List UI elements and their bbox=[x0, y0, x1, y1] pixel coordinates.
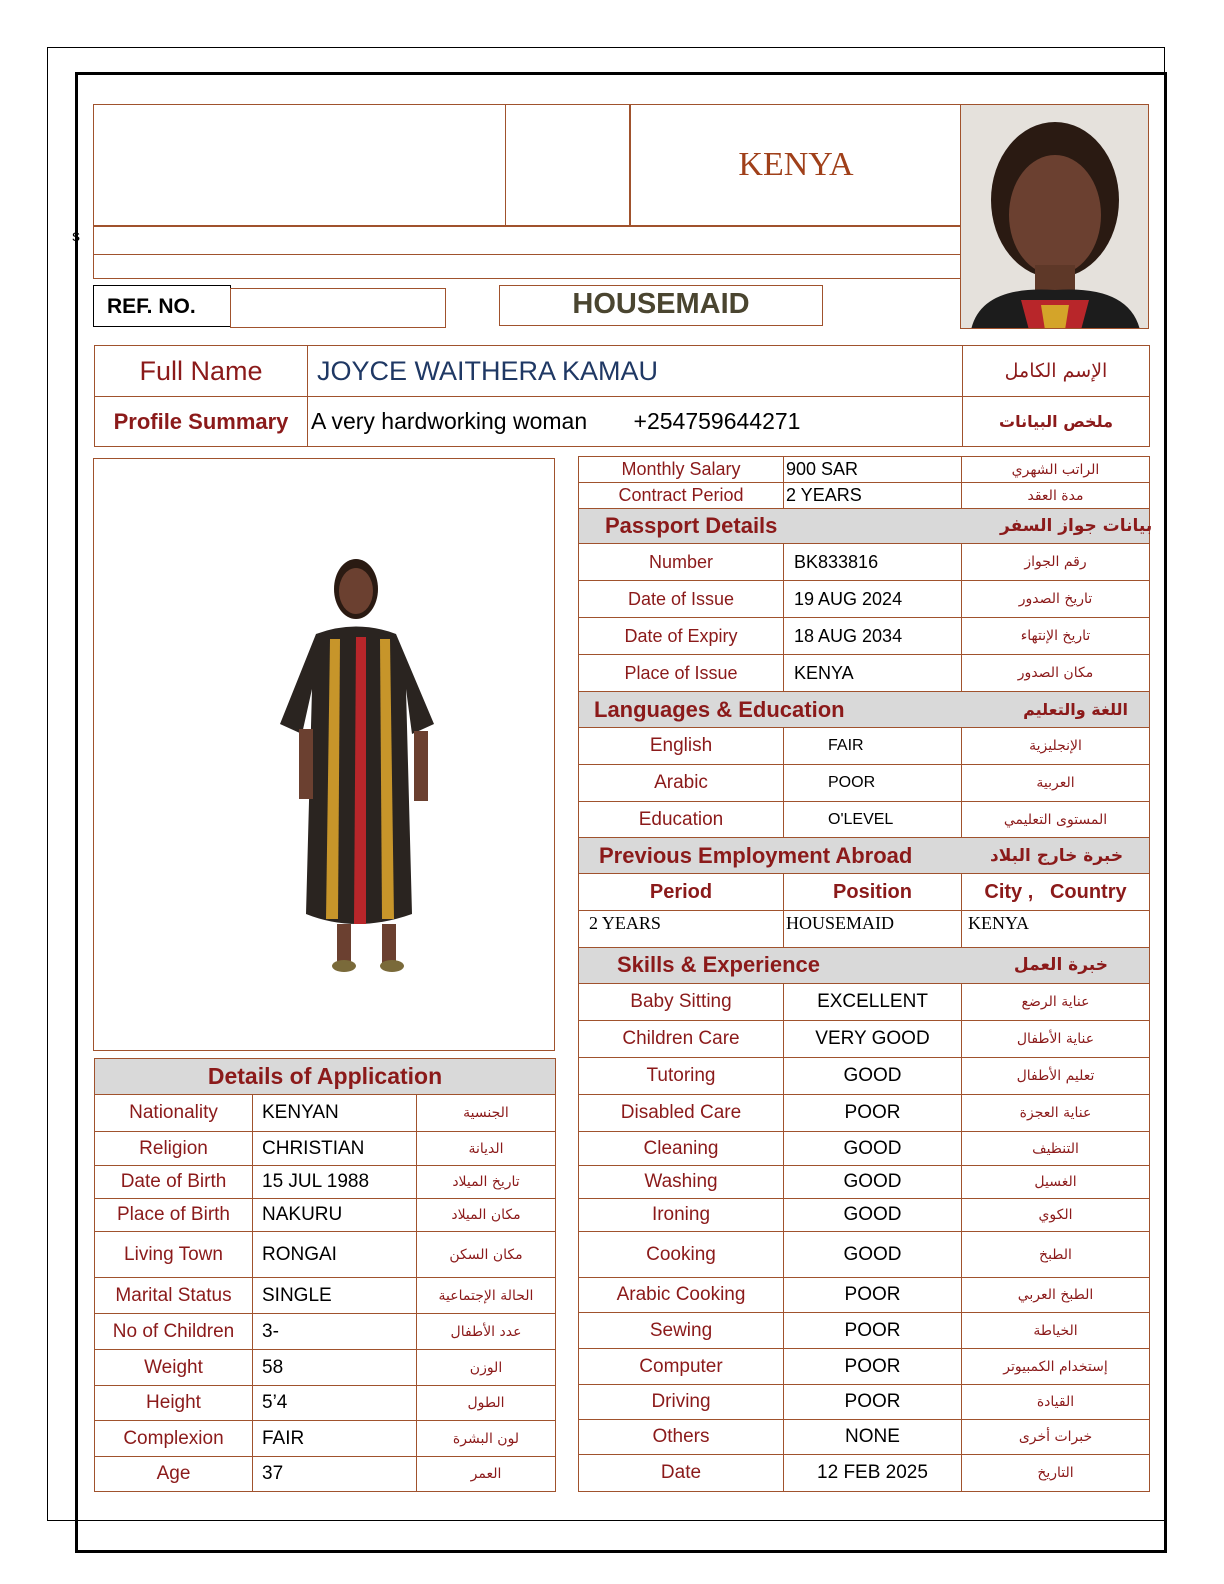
skill-row bbox=[579, 1349, 1150, 1385]
skill-row-label: Disabled Care bbox=[579, 1095, 784, 1132]
language-row bbox=[579, 765, 1150, 802]
ref-label: REF. NO. bbox=[107, 295, 196, 318]
languages-title: Languages & Education bbox=[594, 697, 845, 722]
skill-row-label: Driving bbox=[579, 1385, 784, 1420]
skill-row-ar: التاريخ bbox=[962, 1455, 1150, 1492]
employment-country: KENYA bbox=[962, 911, 1150, 948]
application-row bbox=[95, 1278, 556, 1314]
application-row-ar: لون البشرة bbox=[417, 1421, 556, 1457]
language-row-value: POOR bbox=[784, 765, 962, 802]
employment-period: 2 YEARS bbox=[579, 911, 784, 948]
salary-row-ar: مدة العقد bbox=[962, 483, 1150, 509]
application-row-ar: تاريخ الميلاد bbox=[417, 1166, 556, 1199]
col-period: Period bbox=[579, 874, 784, 911]
language-row-ar: الإنجليزية bbox=[962, 728, 1150, 765]
application-row-value: 37 bbox=[253, 1457, 417, 1492]
skill-row-label: Others bbox=[579, 1420, 784, 1455]
application-row-label: Place of Birth bbox=[95, 1199, 253, 1232]
skill-row-label: Cooking bbox=[579, 1232, 784, 1278]
skill-row bbox=[579, 1058, 1150, 1095]
skill-row-label: Baby Sitting bbox=[579, 984, 784, 1021]
skills-title: Skills & Experience bbox=[617, 952, 820, 977]
languages-title-ar: اللغة والتعليم bbox=[1023, 700, 1128, 719]
skill-row-label: Arabic Cooking bbox=[579, 1278, 784, 1313]
skill-row-value: POOR bbox=[784, 1278, 962, 1313]
passport-row-ar: تاريخ الإنتهاء bbox=[962, 618, 1150, 655]
summary-label: Profile Summary bbox=[95, 397, 308, 447]
passport-row-ar: رقم الجواز bbox=[962, 544, 1150, 581]
skill-row-ar: التنظيف bbox=[962, 1132, 1150, 1166]
passport-row-value: BK833816 bbox=[784, 544, 962, 581]
skill-row-label: Washing bbox=[579, 1166, 784, 1199]
skill-row-label: Date bbox=[579, 1455, 784, 1492]
skill-row bbox=[579, 1455, 1150, 1492]
skill-row bbox=[579, 1199, 1150, 1232]
skill-row-ar: عناية الرضع bbox=[962, 984, 1150, 1021]
skill-row-value: GOOD bbox=[784, 1232, 962, 1278]
language-row-label: Education bbox=[579, 802, 784, 839]
full-name-label: Full Name bbox=[95, 346, 308, 397]
skill-row-ar: إستخدام الكمبيوتر bbox=[962, 1349, 1150, 1385]
salary-row-value: 900 SAR bbox=[784, 457, 962, 483]
language-row-value: FAIR bbox=[784, 728, 962, 765]
language-row-label: Arabic bbox=[579, 765, 784, 802]
languages-table bbox=[578, 727, 1150, 839]
salary-row-label: Contract Period bbox=[579, 483, 784, 509]
skill-row-value: GOOD bbox=[784, 1199, 962, 1232]
ref-value-field[interactable] bbox=[230, 288, 446, 328]
passport-row-label: Number bbox=[579, 544, 784, 581]
header-box-mid bbox=[505, 104, 630, 226]
skill-row-label: Cleaning bbox=[579, 1132, 784, 1166]
application-row-value: 3- bbox=[253, 1314, 417, 1350]
application-row bbox=[95, 1132, 556, 1166]
skill-row-value: NONE bbox=[784, 1420, 962, 1455]
application-row-label: Living Town bbox=[95, 1232, 253, 1278]
application-row-label: Height bbox=[95, 1386, 253, 1421]
application-row bbox=[95, 1199, 556, 1232]
skill-row-ar: الطبخ العربي bbox=[962, 1278, 1150, 1313]
application-row-value: KENYAN bbox=[253, 1095, 417, 1132]
application-table bbox=[94, 1094, 556, 1492]
skill-row-ar: الغسيل bbox=[962, 1166, 1150, 1199]
portrait-photo bbox=[960, 104, 1149, 329]
profile-table bbox=[94, 345, 1150, 447]
application-row-label: No of Children bbox=[95, 1314, 253, 1350]
application-row-label: Marital Status bbox=[95, 1278, 253, 1314]
passport-row-label: Date of Expiry bbox=[579, 618, 784, 655]
passport-title-ar: بيانات جواز السفر bbox=[1000, 516, 1153, 536]
salary-row-ar: الراتب الشهري bbox=[962, 457, 1150, 483]
application-row-value: 15 JUL 1988 bbox=[253, 1166, 417, 1199]
employment-title: Previous Employment Abroad bbox=[599, 843, 913, 868]
passport-row-value: 18 AUG 2034 bbox=[784, 618, 962, 655]
skill-row bbox=[579, 1095, 1150, 1132]
application-row-label: Age bbox=[95, 1457, 253, 1492]
application-title: Details of Application bbox=[207, 1063, 443, 1089]
skill-row-value: 12 FEB 2025 bbox=[784, 1455, 962, 1492]
skill-row-label: Sewing bbox=[579, 1313, 784, 1349]
job-title: HOUSEMAID bbox=[572, 288, 750, 320]
header-strip-1 bbox=[93, 226, 962, 255]
language-row bbox=[579, 728, 1150, 765]
application-row-ar: الحالة الإجتماعية bbox=[417, 1278, 556, 1314]
application-row-ar: مكان الميلاد bbox=[417, 1199, 556, 1232]
skill-row-ar: عناية العجزة bbox=[962, 1095, 1150, 1132]
country-title: KENYA bbox=[738, 146, 854, 183]
application-row-label: Nationality bbox=[95, 1095, 253, 1132]
full-name-value: JOYCE WAITHERA KAMAU bbox=[308, 346, 963, 397]
language-row bbox=[579, 802, 1150, 839]
application-row bbox=[95, 1386, 556, 1421]
application-row bbox=[95, 1095, 556, 1132]
employment-table bbox=[578, 873, 1150, 948]
skill-row-label: Ironing bbox=[579, 1199, 784, 1232]
skill-row bbox=[579, 1278, 1150, 1313]
passport-row-value: KENYA bbox=[784, 655, 962, 692]
skill-row bbox=[579, 1385, 1150, 1420]
full-name-ar: الإسم الكامل bbox=[963, 346, 1150, 397]
skill-row bbox=[579, 1132, 1150, 1166]
salary-row-label: Monthly Salary bbox=[579, 457, 784, 483]
application-row-value: FAIR bbox=[253, 1421, 417, 1457]
application-row-ar: الوزن bbox=[417, 1350, 556, 1386]
passport-row-label: Date of Issue bbox=[579, 581, 784, 618]
summary-text: A very hardworking woman bbox=[311, 408, 588, 434]
summary-ar: ملخص البيانات bbox=[963, 397, 1150, 447]
passport-row-ar: تاريخ الصدور bbox=[962, 581, 1150, 618]
skill-row bbox=[579, 1420, 1150, 1455]
passport-row-value: 19 AUG 2024 bbox=[784, 581, 962, 618]
salary-table bbox=[578, 456, 1150, 509]
skill-row-ar: القيادة bbox=[962, 1385, 1150, 1420]
skill-row-value: EXCELLENT bbox=[784, 984, 962, 1021]
salary-row-value: 2 YEARS bbox=[784, 483, 962, 509]
skill-row bbox=[579, 1021, 1150, 1058]
skill-row-ar: خبرات أخرى bbox=[962, 1420, 1150, 1455]
application-row-value: SINGLE bbox=[253, 1278, 417, 1314]
language-row-label: English bbox=[579, 728, 784, 765]
application-row bbox=[95, 1457, 556, 1492]
application-row bbox=[95, 1314, 556, 1350]
application-row-ar: العمر bbox=[417, 1457, 556, 1492]
application-row-ar: مكان السكن bbox=[417, 1232, 556, 1278]
employment-title-ar: خبرة خارج البلاد bbox=[990, 846, 1124, 866]
application-row bbox=[95, 1166, 556, 1199]
col-city: City , Country bbox=[962, 874, 1150, 911]
skill-row-ar: الكوي bbox=[962, 1199, 1150, 1232]
application-row-ar: عدد الأطفال bbox=[417, 1314, 556, 1350]
skill-row-value: GOOD bbox=[784, 1166, 962, 1199]
summary-phone: +254759644271 bbox=[633, 408, 801, 434]
application-row bbox=[95, 1421, 556, 1457]
passport-row-label: Place of Issue bbox=[579, 655, 784, 692]
application-row-value: 5’4 bbox=[253, 1386, 417, 1421]
skill-row-value: GOOD bbox=[784, 1132, 962, 1166]
language-row-ar: المستوى التعليمي bbox=[962, 802, 1150, 839]
salary-row bbox=[579, 457, 1150, 483]
application-row bbox=[95, 1232, 556, 1278]
skill-row-ar: الخياطة bbox=[962, 1313, 1150, 1349]
application-row-label: Religion bbox=[95, 1132, 253, 1166]
application-row-label: Weight bbox=[95, 1350, 253, 1386]
application-row-value: NAKURU bbox=[253, 1199, 417, 1232]
application-row-value: RONGAI bbox=[253, 1232, 417, 1278]
application-row-ar: الديانة bbox=[417, 1132, 556, 1166]
language-row-value: O'LEVEL bbox=[784, 802, 962, 839]
skill-row-value: POOR bbox=[784, 1095, 962, 1132]
header-box-left bbox=[93, 104, 506, 226]
passport-row bbox=[579, 581, 1150, 618]
application-row-ar: الطول bbox=[417, 1386, 556, 1421]
skill-row-value: VERY GOOD bbox=[784, 1021, 962, 1058]
skill-row-value: POOR bbox=[784, 1313, 962, 1349]
skill-row-label: Children Care bbox=[579, 1021, 784, 1058]
skill-row-ar: عناية الأطفال bbox=[962, 1021, 1150, 1058]
col-position: Position bbox=[784, 874, 962, 911]
skill-row-value: POOR bbox=[784, 1385, 962, 1420]
stray-mark: s bbox=[72, 228, 80, 245]
skill-row bbox=[579, 1313, 1150, 1349]
application-row-label: Date of Birth bbox=[95, 1166, 253, 1199]
passport-title: Passport Details bbox=[605, 513, 778, 538]
passport-row bbox=[579, 618, 1150, 655]
skill-row-label: Computer bbox=[579, 1349, 784, 1385]
skill-row bbox=[579, 1232, 1150, 1278]
skill-row-ar: الطبخ bbox=[962, 1232, 1150, 1278]
skills-table bbox=[578, 983, 1150, 1492]
application-row bbox=[95, 1350, 556, 1386]
employment-position: HOUSEMAID bbox=[784, 911, 962, 948]
summary-cell bbox=[308, 397, 963, 447]
header-strip-2 bbox=[93, 254, 962, 279]
passport-row-ar: مكان الصدور bbox=[962, 655, 1150, 692]
skill-row-label: Tutoring bbox=[579, 1058, 784, 1095]
application-row-label: Complexion bbox=[95, 1421, 253, 1457]
skill-row bbox=[579, 984, 1150, 1021]
full-body-photo bbox=[93, 458, 555, 1051]
language-row-ar: العربية bbox=[962, 765, 1150, 802]
passport-table bbox=[578, 543, 1150, 692]
skill-row-value: GOOD bbox=[784, 1058, 962, 1095]
passport-row bbox=[579, 655, 1150, 692]
application-row-value: 58 bbox=[253, 1350, 417, 1386]
passport-row bbox=[579, 544, 1150, 581]
salary-row bbox=[579, 483, 1150, 509]
skill-row bbox=[579, 1166, 1150, 1199]
skill-row-value: POOR bbox=[784, 1349, 962, 1385]
skills-title-ar: خبرة العمل bbox=[1013, 955, 1108, 975]
application-row-value: CHRISTIAN bbox=[253, 1132, 417, 1166]
application-row-ar: الجنسية bbox=[417, 1095, 556, 1132]
skill-row-ar: تعليم الأطفال bbox=[962, 1058, 1150, 1095]
